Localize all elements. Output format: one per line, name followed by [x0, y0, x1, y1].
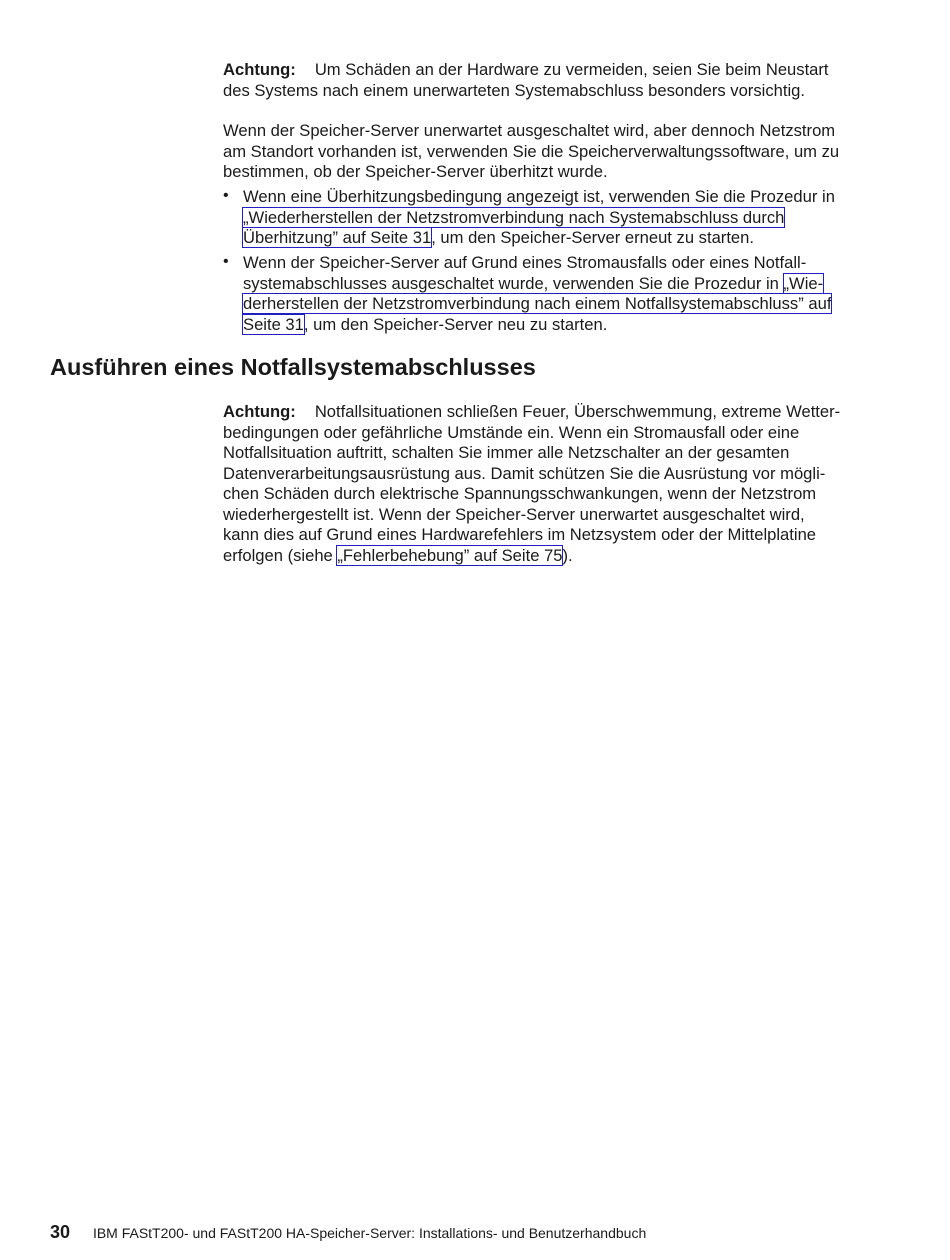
- attention-note-2: [223, 402, 840, 566]
- bullet-marker: •: [223, 253, 229, 270]
- troubleshooting-link[interactable]: „Fehlerbehebung” auf Seite 75: [337, 545, 563, 565]
- bullet-item-overheat: [243, 187, 835, 249]
- intro-paragraph: [223, 121, 839, 183]
- bullet-item-emergency: [243, 253, 831, 335]
- bullet-text-line: systemabschlusses ausgeschaltet wurde, verwenden Sie die Prozedur in: [243, 273, 784, 293]
- bullet-marker: •: [223, 187, 229, 204]
- attention-text-line: erfolgen (siehe: [223, 545, 338, 565]
- bullet-text-tail: , um den Speicher-Server neu zu starten.: [303, 314, 608, 334]
- attention-text-line: Um Schäden an der Hardware zu vermeiden, seien Sie beim Neustart: [314, 60, 829, 79]
- emergency-procedure-link[interactable]: „Wie-: [783, 273, 824, 293]
- bullet-text-tail: , um den Speicher-Server erneut zu starten.: [431, 228, 755, 247]
- bullet-text-line: Wenn der Speicher-Server auf Grund eines Stromausfalls oder eines Notfall-: [243, 253, 807, 272]
- footer-title: IBM FAStT200- und FAStT200 HA-Speicher-Server: Installations- und Benutzerhandbuch: [92, 1225, 647, 1241]
- page-number: 30: [50, 1222, 71, 1242]
- attention-label: Achtung:: [223, 60, 296, 79]
- attention-text-tail: ).: [562, 545, 573, 565]
- intro-line: bestimmen, ob der Speicher-Server überhitzt wurde.: [223, 162, 608, 181]
- attention-text-line: wiederhergestellt ist. Wenn der Speicher-Server unerwartet ausgeschaltet wird,: [223, 504, 805, 524]
- overheat-procedure-link[interactable]: „Wiederherstellen der Netzstromverbindung nach Systemabschluss durch: [243, 207, 785, 227]
- intro-line: Wenn der Speicher-Server unerwartet ausgeschaltet wird, aber dennoch Netzstrom: [223, 121, 836, 140]
- attention-text-line: kann dies auf Grund eines Hardwarefehlers im Netzsystem oder der Mittelplatine: [223, 525, 817, 544]
- attention-text-line: Notfallsituation auftritt, schalten Sie immer alle Netzschalter an der gesamten: [223, 443, 790, 462]
- attention-text-line: chen Schäden durch elektrische Spannungsschwankungen, wenn der Netzstrom: [223, 484, 817, 503]
- bullet-text-line: Wenn eine Überhitzungsbedingung angezeigt ist, verwenden Sie die Prozedur in: [243, 187, 835, 206]
- attention-text-line: Datenverarbeitungsausrüstung aus. Damit schützen Sie die Ausrüstung vor mögli-: [223, 463, 826, 483]
- attention-text-line: bedingungen oder gefährliche Umstände ein. Wenn ein Stromausfall oder eine: [223, 422, 800, 442]
- attention-text-line: des Systems nach einem unerwarteten Systemabschluss besonders vorsichtig.: [223, 80, 805, 100]
- attention-label: Achtung:: [223, 402, 296, 421]
- attention-text-line: Notfallsituationen schließen Feuer, Überschwemmung, extreme Wetter-: [314, 402, 841, 421]
- section-heading: Ausführen eines Notfallsystemabschlusses: [50, 354, 536, 380]
- page-footer: [50, 1222, 646, 1243]
- attention-note-1: [223, 60, 829, 101]
- intro-line: am Standort vorhanden ist, verwenden Sie die Speicherverwaltungssoftware, um zu: [223, 141, 840, 161]
- emergency-procedure-link-page[interactable]: Seite 31: [243, 314, 304, 334]
- emergency-procedure-link-cont[interactable]: derherstellen der Netzstromverbindung nach einem Notfallsystemabschluss” auf: [243, 294, 832, 313]
- overheat-procedure-link-cont[interactable]: Überhitzung” auf Seite 31: [243, 228, 432, 247]
